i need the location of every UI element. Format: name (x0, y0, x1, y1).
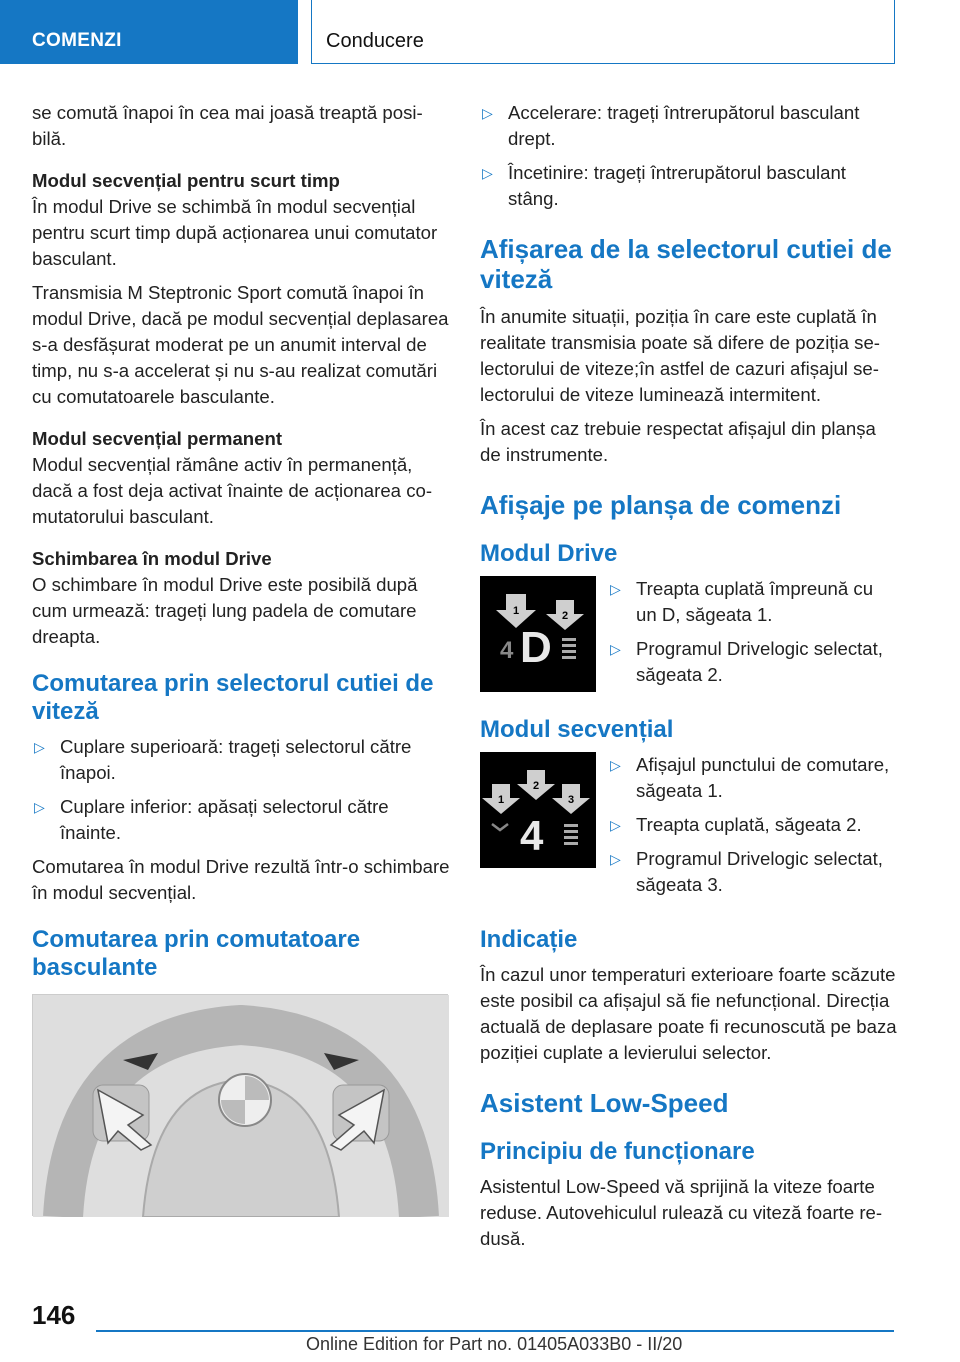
drive-mode-icon (480, 576, 596, 692)
section-heading: Principiu de funcționare (480, 1138, 755, 1165)
steering-wheel-icon (33, 995, 449, 1217)
section-heading: Comutarea prin comutatoare basculante (32, 926, 361, 981)
section-heading: Modul Drive (480, 540, 618, 567)
drive-letter: D (520, 623, 552, 672)
sequential-mode-list (608, 752, 898, 906)
page-number: 146 (32, 1300, 76, 1330)
paragraph: În modul Drive se schimbă în modul secvențial pentru scurt timp după acționarea unui comutator basculant. (32, 196, 438, 269)
paragraph: Modul secvențial rămâne activ în permanență, dacă a fost deja activat înainte de acționarea comutatorului basculant. (32, 454, 433, 527)
list-item: ▷ Treapta cuplată, săgeata 2. (608, 812, 898, 838)
paragraph: se comută înapoi în cea mai joasă treaptă posibilă. (32, 102, 423, 149)
paragraph: Asistentul Low-Speed vă sprijină la viteze foarte reduse. Autovehiculul rulează cu viteză foarte redusă. (480, 1176, 883, 1249)
section-tab (0, 0, 298, 64)
list-item: ▷ Încetinire: trageți întrerupătorul basculant stâng. (482, 162, 846, 209)
paragraph: Comutarea în modul Drive rezultă într-o schimbare în modul secvențial. (32, 856, 450, 903)
drive-mode-list (608, 576, 898, 696)
left-column (32, 100, 450, 1216)
chapter-box (311, 0, 895, 64)
arrow-label: 2 (561, 610, 569, 622)
arrow-label: 3 (567, 794, 575, 806)
section-heading: Comutarea prin selectorul cutiei de viteză (32, 670, 434, 725)
section-heading: Modul secvențial (480, 716, 674, 743)
list-item: ▷ Programul Drivelogic selectat, săgeata 3. (610, 848, 883, 895)
triangle-bullet-icon: ▷ (610, 757, 621, 773)
sequential-mode-icon (480, 752, 596, 868)
triangle-bullet-icon: ▷ (34, 739, 45, 755)
drive-mode-row (480, 576, 898, 696)
triangle-bullet-icon: ▷ (610, 817, 621, 833)
triangle-bullet-icon: ▷ (34, 799, 45, 815)
paragraph: Transmisia M Steptronic Sport comută înapoi în modul Drive, dacă pe modul secvențial deplasarea s-a desfășurat moderat pe un anumit interval de timp, nu s-a accelerat și nu s-au realizat comutări cu comutatoarele basculante. (32, 282, 449, 407)
gear-digit: 4 (500, 637, 514, 664)
gear-digit: 4 (520, 812, 544, 859)
paragraph: În cazul unor temperaturi exterioare foarte scăzute este posibil ca afișajul să fie nefuncțional. Direcția actuală de deplasare poate fi recunoscută pe baza poziției cuplate a levierului selector. (480, 964, 897, 1063)
drive-mode-display (480, 576, 596, 692)
triangle-bullet-icon: ▷ (610, 851, 621, 867)
paragraph: O schimbare în modul Drive este posibilă după cum urmează: trageți lung padela de comutare dreapta. (32, 574, 418, 647)
chapter-heading: Asistent Low-Speed (480, 1088, 729, 1118)
list-item: ▷ Cuplare superioară: trageți selectorul către înapoi. (34, 736, 412, 783)
arrow-label: 1 (512, 605, 520, 617)
section-heading: Indicație (480, 926, 578, 953)
list-item: ▷ Treapta cuplată împreună cu un D, săgeata 1. (610, 578, 874, 625)
triangle-bullet-icon: ▷ (610, 581, 621, 597)
arrow-label: 2 (532, 780, 540, 792)
edition-text: Online Edition for Part no. 01405A033B0 - II/20 (306, 1334, 683, 1354)
sequential-mode-row (480, 752, 898, 906)
sequential-mode-display (480, 752, 596, 868)
bullet-list (32, 734, 450, 846)
subheading: Modul secvențial pentru scurt timp (32, 170, 340, 191)
triangle-bullet-icon: ▷ (482, 165, 493, 181)
footer-divider (96, 1330, 894, 1332)
chapter-heading: Afișarea de la selectorul cutiei de viteză (480, 234, 892, 294)
subheading: Modul secvențial permanent (32, 428, 283, 449)
section-label: COMENZI (32, 30, 122, 51)
chapter-heading: Afișaje pe planșa de comenzi (480, 490, 842, 520)
bullet-list (480, 100, 898, 212)
arrow-label: 1 (497, 794, 505, 806)
list-item: ▷ Cuplare inferior: apăsați selectorul către înainte. (34, 796, 389, 843)
right-column (480, 100, 898, 1260)
triangle-bullet-icon: ▷ (610, 641, 621, 657)
chapter-label: Conducere (326, 30, 424, 52)
steering-wheel-illustration (32, 994, 448, 1216)
list-item: ▷ Programul Drivelogic selectat, săgeata 2. (610, 638, 883, 685)
list-item: ▷ Accelerare: trageți întrerupătorul basculant drept. (482, 102, 860, 149)
paragraph: În acest caz trebuie respectat afișajul din planșa de instrumente. (480, 418, 876, 465)
subheading: Schimbarea în modul Drive (32, 548, 272, 569)
triangle-bullet-icon: ▷ (482, 105, 493, 121)
paragraph: În anumite situații, poziția în care este cuplată în realitate transmisia poate să difere de poziția selectorului de viteze;în astfel de cazuri afișajul selectorului de viteze luminează intermitent. (480, 306, 880, 405)
list-item: ▷ Afișajul punctului de comutare, săgeata 1. (610, 754, 890, 801)
